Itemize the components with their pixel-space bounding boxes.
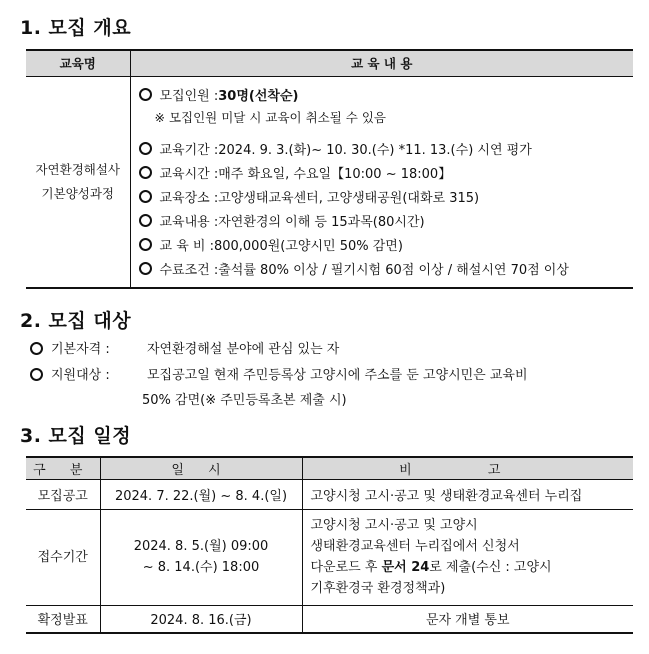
schedule-row-result (26, 605, 633, 633)
header-course-content: 교 육 내 용 (130, 50, 633, 76)
detail-label: 교육내용 : (159, 215, 219, 230)
bullet-circle-icon (139, 238, 152, 251)
row-category: 확정발표 (26, 605, 100, 633)
detail-label: 교 육 비 : (159, 239, 214, 254)
row-remark: 고양시청 고시·공고 및 생태환경교육센터 누리집 (302, 479, 633, 509)
eligibility-value: 모집공고일 현재 주민등록상 고양시에 주소를 둔 고양시민은 교육비 (147, 368, 528, 383)
bullet-circle-icon (30, 368, 43, 381)
section-3-heading: 3. 모집 일정 (20, 425, 132, 447)
program-name-line1: 자연환경해설사 (35, 161, 121, 177)
cancellation-note: ※ 모집인원 미달 시 교육이 취소될 수 있음 (154, 109, 386, 125)
bullet-circle-icon (139, 214, 152, 227)
schedule-header-row (26, 457, 633, 479)
detail-label: 교육장소 : (159, 191, 219, 206)
overview-body-row (26, 76, 633, 288)
detail-value: 2024. 9. 3.(화)~ 10. 30.(수) *11. 13.(수) 시연 평가 (218, 143, 532, 158)
eligibility-target (30, 364, 528, 383)
section-2-heading: 2. 모집 대상 (20, 310, 132, 332)
detail-completion (139, 257, 634, 281)
detail-fee (139, 233, 634, 257)
detail-location (139, 185, 634, 209)
row-datetime: 2024. 8. 16.(금) (100, 605, 302, 633)
eligibility-basic (30, 338, 339, 357)
bullet-circle-icon (139, 166, 152, 179)
detail-content (139, 209, 634, 233)
detail-value: 800,000원(고양시민 50% 감면) (213, 239, 403, 254)
row-category: 모집공고 (26, 479, 100, 509)
datetime-line2: ~ 8. 14.(수) 18:00 (142, 560, 260, 575)
header-category: 구 분 (26, 457, 100, 479)
bullet-circle-icon (139, 262, 152, 275)
remark-line1: 고양시청 고시·공고 및 고양시 (310, 518, 478, 533)
overview-table (26, 49, 633, 289)
eligibility-label: 기본자격 : (51, 342, 110, 357)
remark-line3-pre: 다운로드 후 (310, 560, 382, 575)
header-datetime: 일 시 (100, 457, 302, 479)
detail-value: 고양생태교육센터, 고양생태공원(대화로 315) (218, 191, 480, 206)
document24-text: 문서 24 (381, 560, 430, 575)
eligibility-value: 자연환경해설 분야에 관심 있는 자 (147, 342, 340, 357)
schedule-row-application (26, 509, 633, 605)
row-datetime (100, 509, 302, 605)
remark-line3-post: 로 제출(수신 : 고양시 (429, 560, 552, 575)
overview-header-row (26, 50, 633, 76)
detail-period (139, 137, 634, 161)
bullet-circle-icon (139, 190, 152, 203)
bullet-circle-icon (139, 88, 152, 101)
program-details-cell (130, 76, 633, 288)
header-remarks: 비 고 (302, 457, 633, 479)
bullet-circle-icon (139, 142, 152, 155)
detail-value: 매주 화요일, 수요일【10:00 ~ 18:00】 (218, 167, 452, 182)
row-datetime: 2024. 7. 22.(월) ~ 8. 4.(일) (100, 479, 302, 509)
section-1-heading: 1. 모집 개요 (20, 17, 132, 39)
detail-recruitment (139, 83, 634, 107)
row-remark (302, 509, 633, 605)
detail-label: 교육기간 : (159, 143, 219, 158)
detail-value: 자연환경의 이해 등 15과목(80시간) (218, 215, 425, 230)
detail-label: 수료조건 : (159, 263, 219, 278)
remark-line4: 기후환경국 환경정책과) (310, 581, 446, 596)
eligibility-continuation: 50% 감면(※ 주민등록초본 제출 시) (142, 393, 347, 408)
bullet-circle-icon (30, 342, 43, 355)
detail-label: 모집인원 : (159, 89, 219, 104)
remark-line3 (311, 557, 634, 578)
schedule-row-announcement (26, 479, 633, 509)
row-remark: 문자 개별 통보 (302, 605, 633, 633)
row-category: 접수기간 (26, 509, 100, 605)
detail-time (139, 161, 634, 185)
detail-value: 30명(선착순) (218, 89, 299, 104)
datetime-line1: 2024. 8. 5.(월) 09:00 (133, 539, 269, 554)
schedule-table (26, 456, 633, 634)
detail-label: 교육시간 : (159, 167, 219, 182)
header-course-name: 교육명 (26, 50, 130, 76)
detail-value: 출석률 80% 이상 / 필기시험 60점 이상 / 해설시연 70점 이상 (218, 263, 569, 278)
eligibility-label: 지원대상 : (51, 368, 110, 383)
remark-line2: 생태환경교육센터 누리집에서 신청서 (310, 539, 520, 554)
program-name-cell (26, 76, 130, 288)
program-name-line2: 기본양성과정 (41, 185, 114, 201)
